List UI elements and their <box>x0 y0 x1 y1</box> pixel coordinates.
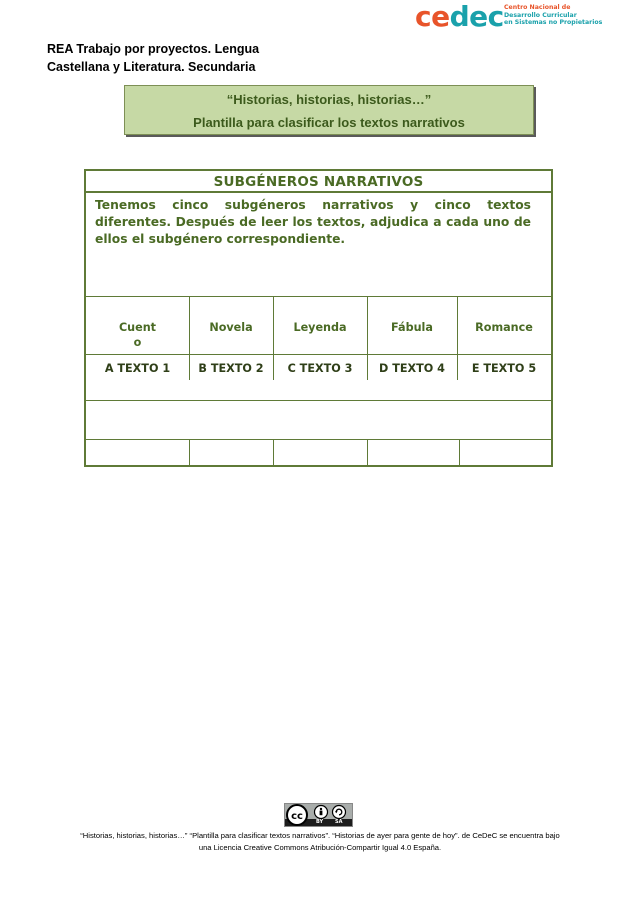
svg-text:cc: cc <box>291 811 303 822</box>
category-leyenda: Leyenda <box>293 321 347 334</box>
logo-wordmark: cedec <box>415 0 504 33</box>
license-footer <box>40 830 600 854</box>
footer-line-2: una Licencia Creative Commons Atribución-Compartir Igual 4.0 España. <box>198 843 442 852</box>
category-romance: Romance <box>475 321 533 334</box>
cc-by-sa-icon <box>284 803 353 827</box>
category-novela: Novela <box>209 321 253 334</box>
row-divider <box>86 296 551 297</box>
title-divider <box>86 191 551 193</box>
column-divider <box>273 439 274 467</box>
subgenre-table <box>84 169 553 467</box>
cc-sa-label: SA <box>335 819 343 825</box>
text-cell-4: D TEXTO 4 <box>379 362 445 375</box>
title-main: “Historias, historias, historias…” <box>226 92 432 107</box>
column-divider <box>189 439 190 467</box>
title-box <box>124 85 534 135</box>
header-line-2: Castellana y Literatura. Secundaria <box>47 60 256 74</box>
title-subtitle: Plantilla para clasificar los textos narrativos <box>193 115 465 130</box>
text-cell-5: E TEXTO 5 <box>471 362 537 375</box>
category-fabula: Fábula <box>391 321 433 334</box>
column-divider <box>367 439 368 467</box>
cc-by-label: BY <box>316 819 324 825</box>
column-divider <box>459 439 460 467</box>
cedec-logo <box>415 0 605 34</box>
header-line-1: REA Trabajo por proyectos. Lengua <box>47 42 260 56</box>
category-cuento: Cuent o <box>118 321 157 349</box>
table-instructions: Tenemos cinco subgéneros narrativos y cinco textos diferentes. Después de leer los textos, adjudica a cada uno de ellos el subgénero correspondiente. <box>95 198 531 246</box>
text-cell-1: A TEXTO 1 <box>104 362 171 375</box>
table-title: SUBGÉNEROS NARRATIVOS <box>213 174 424 190</box>
row-divider <box>86 400 551 401</box>
text-cell-2: B TEXTO 2 <box>198 362 264 375</box>
row-divider <box>86 354 551 355</box>
logo-subtitle: Centro Nacional de Desarrollo Curricular en Sistemas no Propietarios <box>504 4 603 27</box>
text-cell-3: C TEXTO 3 <box>287 362 353 375</box>
footer-line-1: “Historias, historias, historias…” “Plantilla para clasificar textos narrativos”. “Historias de ayer para gente de hoy”. de CeDeC se encuentra bajo <box>80 831 560 840</box>
row-divider <box>86 439 551 440</box>
document-header <box>47 40 259 76</box>
